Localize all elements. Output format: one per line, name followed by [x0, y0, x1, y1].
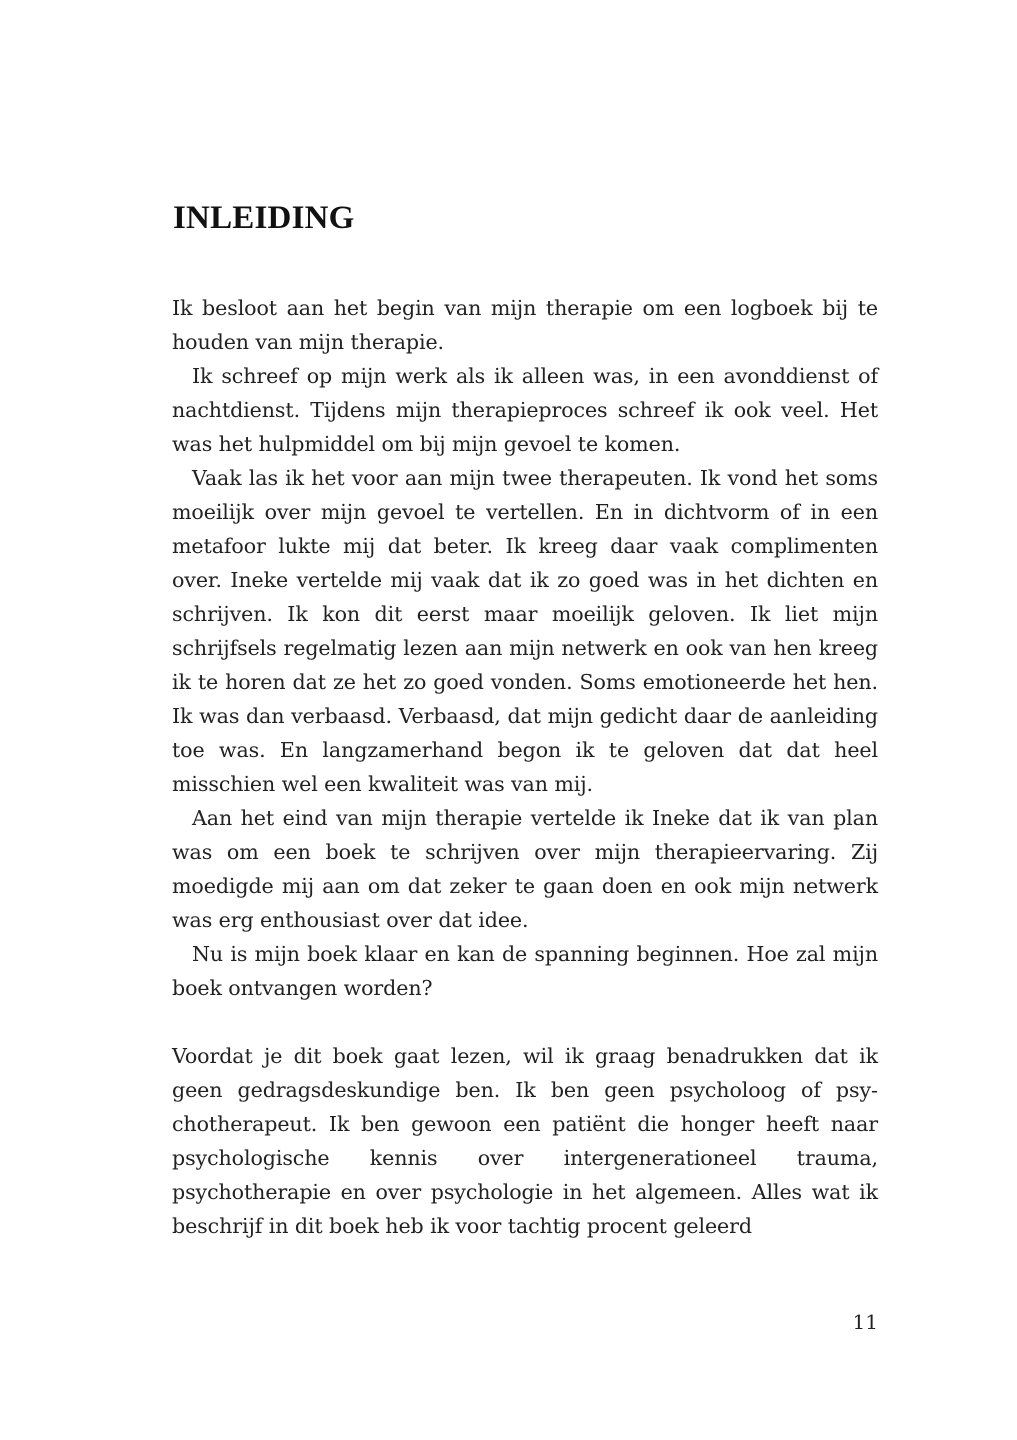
body-text: [172, 291, 878, 1243]
page-number: 11: [852, 1310, 878, 1334]
chapter-title: INLEIDING: [173, 200, 355, 236]
paragraph: Vaak las ik het voor aan mijn twee therapeuten. Ik vond het soms moeilijk over mijn gevoel te vertellen. En in dichtvorm of in een metafoor lukte mij dat beter. Ik kreeg daar vaak complimenten over. Ineke vertelde mij vaak dat ik zo goed was in het dichten en schrijven. Ik kon dit eerst maar moeilijk geloven. Ik liet mijn schrijfsels regelmatig lezen aan mijn netwerk en ook van hen kreeg ik te horen dat ze het zo goed vonden. Soms emotioneerde het hen. Ik was dan verbaasd. Verbaasd, dat mijn gedicht daar de aanleiding toe was. En langzamerhand begon ik te geloven dat dat heel misschien wel een kwaliteit was van mij.: [172, 466, 878, 796]
paragraph: Voordat je dit boek gaat lezen, wil ik graag benadrukken dat ik geen gedragsdeskundige ben. Ik ben geen psycholoog of psychotherapeut. Ik ben gewoon een patiënt die honger heeft naar psychologische kennis over intergenerationeel trauma, psychotherapie en over psychologie in het algemeen. Alles wat ik beschrijf in dit boek heb ik voor tachtig procent geleerd: [172, 1044, 878, 1238]
paragraph: Aan het eind van mijn therapie vertelde ik Ineke dat ik van plan was om een boek te schrijven over mijn therapieervaring. Zij moedigde mij aan om dat zeker te gaan doen en ook mijn netwerk was erg enthousiast over dat idee.: [172, 806, 878, 932]
paragraph: Ik besloot aan het begin van mijn therapie om een logboek bij te houden van mijn therapie.: [172, 296, 878, 354]
paragraph: Ik schreef op mijn werk als ik alleen was, in een avonddienst of nachtdienst. Tijdens mijn therapieproces schreef ik ook veel. Het was het hulpmiddel om bij mijn gevoel te komen.: [172, 364, 878, 456]
paragraph: Nu is mijn boek klaar en kan de spanning beginnen. Hoe zal mijn boek ontvangen worden?: [172, 942, 878, 1000]
